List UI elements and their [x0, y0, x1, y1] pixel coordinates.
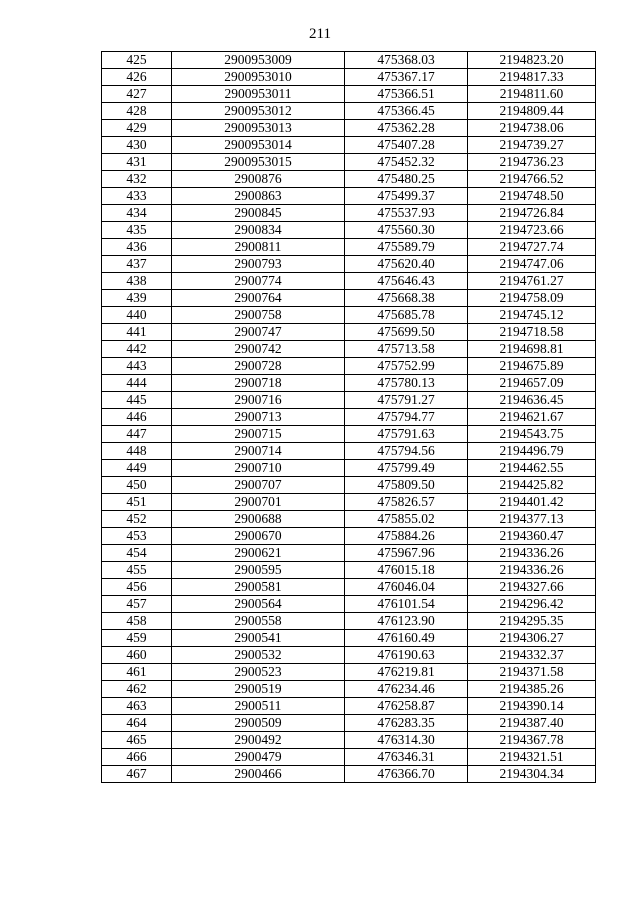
point-number-cell: 458 [102, 613, 172, 630]
y-coordinate-cell: 2194462.55 [468, 460, 596, 477]
y-coordinate-cell: 2194367.78 [468, 732, 596, 749]
x-coordinate-cell: 476219.81 [345, 664, 468, 681]
point-id-cell: 2900466 [172, 766, 345, 783]
table-row [102, 749, 596, 766]
y-coordinate-cell: 2194747.06 [468, 256, 596, 273]
point-id-cell: 2900747 [172, 324, 345, 341]
point-number-cell: 448 [102, 443, 172, 460]
point-id-cell: 2900532 [172, 647, 345, 664]
y-coordinate-cell: 2194371.58 [468, 664, 596, 681]
point-number-cell: 460 [102, 647, 172, 664]
table-row [102, 460, 596, 477]
table-row [102, 579, 596, 596]
point-id-cell: 2900953015 [172, 154, 345, 171]
point-number-cell: 439 [102, 290, 172, 307]
table-row [102, 766, 596, 783]
point-number-cell: 426 [102, 69, 172, 86]
point-id-cell: 2900834 [172, 222, 345, 239]
point-id-cell: 2900953011 [172, 86, 345, 103]
x-coordinate-cell: 475646.43 [345, 273, 468, 290]
y-coordinate-cell: 2194748.50 [468, 188, 596, 205]
point-id-cell: 2900523 [172, 664, 345, 681]
x-coordinate-cell: 476123.90 [345, 613, 468, 630]
table-row [102, 596, 596, 613]
y-coordinate-cell: 2194387.40 [468, 715, 596, 732]
point-id-cell: 2900511 [172, 698, 345, 715]
x-coordinate-cell: 475480.25 [345, 171, 468, 188]
x-coordinate-cell: 475367.17 [345, 69, 468, 86]
point-id-cell: 2900758 [172, 307, 345, 324]
y-coordinate-cell: 2194811.60 [468, 86, 596, 103]
point-id-cell: 2900713 [172, 409, 345, 426]
y-coordinate-cell: 2194675.89 [468, 358, 596, 375]
table-row [102, 120, 596, 137]
point-id-cell: 2900764 [172, 290, 345, 307]
y-coordinate-cell: 2194360.47 [468, 528, 596, 545]
point-number-cell: 459 [102, 630, 172, 647]
point-id-cell: 2900595 [172, 562, 345, 579]
point-number-cell: 452 [102, 511, 172, 528]
y-coordinate-cell: 2194390.14 [468, 698, 596, 715]
y-coordinate-cell: 2194385.26 [468, 681, 596, 698]
table-row [102, 239, 596, 256]
x-coordinate-cell: 475668.38 [345, 290, 468, 307]
point-number-cell: 464 [102, 715, 172, 732]
table-row [102, 494, 596, 511]
x-coordinate-cell: 475713.58 [345, 341, 468, 358]
point-id-cell: 2900558 [172, 613, 345, 630]
point-id-cell: 2900509 [172, 715, 345, 732]
point-number-cell: 467 [102, 766, 172, 783]
point-id-cell: 2900863 [172, 188, 345, 205]
point-number-cell: 455 [102, 562, 172, 579]
point-id-cell: 2900953009 [172, 52, 345, 69]
y-coordinate-cell: 2194726.84 [468, 205, 596, 222]
point-number-cell: 435 [102, 222, 172, 239]
point-number-cell: 429 [102, 120, 172, 137]
x-coordinate-cell: 475809.50 [345, 477, 468, 494]
x-coordinate-cell: 475368.03 [345, 52, 468, 69]
point-id-cell: 2900718 [172, 375, 345, 392]
table-row [102, 290, 596, 307]
y-coordinate-cell: 2194425.82 [468, 477, 596, 494]
table-row [102, 664, 596, 681]
x-coordinate-cell: 475884.26 [345, 528, 468, 545]
x-coordinate-cell: 476314.30 [345, 732, 468, 749]
table-row [102, 52, 596, 69]
point-id-cell: 2900953014 [172, 137, 345, 154]
y-coordinate-cell: 2194304.34 [468, 766, 596, 783]
point-id-cell: 2900811 [172, 239, 345, 256]
x-coordinate-cell: 475537.93 [345, 205, 468, 222]
x-coordinate-cell: 475452.32 [345, 154, 468, 171]
y-coordinate-cell: 2194723.66 [468, 222, 596, 239]
y-coordinate-cell: 2194766.52 [468, 171, 596, 188]
y-coordinate-cell: 2194761.27 [468, 273, 596, 290]
y-coordinate-cell: 2194543.75 [468, 426, 596, 443]
point-id-cell: 2900953010 [172, 69, 345, 86]
x-coordinate-cell: 475685.78 [345, 307, 468, 324]
point-number-cell: 440 [102, 307, 172, 324]
point-id-cell: 2900519 [172, 681, 345, 698]
table-row [102, 392, 596, 409]
table-row [102, 681, 596, 698]
y-coordinate-cell: 2194823.20 [468, 52, 596, 69]
point-number-cell: 437 [102, 256, 172, 273]
x-coordinate-cell: 475799.49 [345, 460, 468, 477]
y-coordinate-cell: 2194332.37 [468, 647, 596, 664]
y-coordinate-cell: 2194718.58 [468, 324, 596, 341]
x-coordinate-cell: 475499.37 [345, 188, 468, 205]
x-coordinate-cell: 476046.04 [345, 579, 468, 596]
point-number-cell: 442 [102, 341, 172, 358]
y-coordinate-cell: 2194809.44 [468, 103, 596, 120]
x-coordinate-cell: 476234.46 [345, 681, 468, 698]
y-coordinate-cell: 2194401.42 [468, 494, 596, 511]
table-body [102, 52, 596, 783]
table-row [102, 324, 596, 341]
x-coordinate-cell: 476258.87 [345, 698, 468, 715]
x-coordinate-cell: 475752.99 [345, 358, 468, 375]
point-number-cell: 432 [102, 171, 172, 188]
y-coordinate-cell: 2194636.45 [468, 392, 596, 409]
point-id-cell: 2900701 [172, 494, 345, 511]
point-id-cell: 2900688 [172, 511, 345, 528]
table-row [102, 647, 596, 664]
y-coordinate-cell: 2194496.79 [468, 443, 596, 460]
point-number-cell: 466 [102, 749, 172, 766]
table-row [102, 375, 596, 392]
point-number-cell: 463 [102, 698, 172, 715]
x-coordinate-cell: 475791.63 [345, 426, 468, 443]
x-coordinate-cell: 475560.30 [345, 222, 468, 239]
table-row [102, 171, 596, 188]
point-id-cell: 2900728 [172, 358, 345, 375]
point-number-cell: 456 [102, 579, 172, 596]
table-row [102, 103, 596, 120]
point-id-cell: 2900742 [172, 341, 345, 358]
point-id-cell: 2900492 [172, 732, 345, 749]
y-coordinate-cell: 2194296.42 [468, 596, 596, 613]
y-coordinate-cell: 2194657.09 [468, 375, 596, 392]
point-number-cell: 461 [102, 664, 172, 681]
point-id-cell: 2900953013 [172, 120, 345, 137]
point-id-cell: 2900564 [172, 596, 345, 613]
point-id-cell: 2900845 [172, 205, 345, 222]
page-number: 211 [309, 26, 331, 42]
x-coordinate-cell: 475366.51 [345, 86, 468, 103]
table-row [102, 358, 596, 375]
table-row [102, 426, 596, 443]
x-coordinate-cell: 476346.31 [345, 749, 468, 766]
coordinates-table [101, 51, 596, 783]
table-row [102, 188, 596, 205]
table-row [102, 256, 596, 273]
y-coordinate-cell: 2194739.27 [468, 137, 596, 154]
y-coordinate-cell: 2194758.09 [468, 290, 596, 307]
table-row [102, 511, 596, 528]
table-row [102, 630, 596, 647]
table-row [102, 69, 596, 86]
point-id-cell: 2900716 [172, 392, 345, 409]
x-coordinate-cell: 475362.28 [345, 120, 468, 137]
table-row [102, 273, 596, 290]
y-coordinate-cell: 2194377.13 [468, 511, 596, 528]
point-number-cell: 449 [102, 460, 172, 477]
table-row [102, 732, 596, 749]
y-coordinate-cell: 2194621.67 [468, 409, 596, 426]
x-coordinate-cell: 475407.28 [345, 137, 468, 154]
x-coordinate-cell: 475620.40 [345, 256, 468, 273]
table-row [102, 562, 596, 579]
table-row [102, 715, 596, 732]
point-number-cell: 433 [102, 188, 172, 205]
point-number-cell: 431 [102, 154, 172, 171]
y-coordinate-cell: 2194736.23 [468, 154, 596, 171]
point-id-cell: 2900621 [172, 545, 345, 562]
point-id-cell: 2900876 [172, 171, 345, 188]
x-coordinate-cell: 476366.70 [345, 766, 468, 783]
y-coordinate-cell: 2194336.26 [468, 545, 596, 562]
x-coordinate-cell: 475826.57 [345, 494, 468, 511]
table-row [102, 205, 596, 222]
point-id-cell: 2900710 [172, 460, 345, 477]
point-number-cell: 444 [102, 375, 172, 392]
point-id-cell: 2900707 [172, 477, 345, 494]
point-number-cell: 457 [102, 596, 172, 613]
point-id-cell: 2900581 [172, 579, 345, 596]
y-coordinate-cell: 2194327.66 [468, 579, 596, 596]
y-coordinate-cell: 2194738.06 [468, 120, 596, 137]
point-number-cell: 447 [102, 426, 172, 443]
point-id-cell: 2900479 [172, 749, 345, 766]
x-coordinate-cell: 475589.79 [345, 239, 468, 256]
table-row [102, 307, 596, 324]
x-coordinate-cell: 476283.35 [345, 715, 468, 732]
y-coordinate-cell: 2194698.81 [468, 341, 596, 358]
point-number-cell: 441 [102, 324, 172, 341]
x-coordinate-cell: 476190.63 [345, 647, 468, 664]
point-id-cell: 2900670 [172, 528, 345, 545]
x-coordinate-cell: 475791.27 [345, 392, 468, 409]
point-id-cell: 2900715 [172, 426, 345, 443]
point-number-cell: 425 [102, 52, 172, 69]
point-number-cell: 454 [102, 545, 172, 562]
point-number-cell: 428 [102, 103, 172, 120]
table-row [102, 341, 596, 358]
x-coordinate-cell: 476160.49 [345, 630, 468, 647]
point-number-cell: 453 [102, 528, 172, 545]
x-coordinate-cell: 476101.54 [345, 596, 468, 613]
table-row [102, 545, 596, 562]
x-coordinate-cell: 476015.18 [345, 562, 468, 579]
x-coordinate-cell: 475794.56 [345, 443, 468, 460]
table-row [102, 154, 596, 171]
point-number-cell: 451 [102, 494, 172, 511]
point-number-cell: 445 [102, 392, 172, 409]
table-row [102, 86, 596, 103]
table-row [102, 528, 596, 545]
y-coordinate-cell: 2194295.35 [468, 613, 596, 630]
x-coordinate-cell: 475855.02 [345, 511, 468, 528]
y-coordinate-cell: 2194817.33 [468, 69, 596, 86]
x-coordinate-cell: 475699.50 [345, 324, 468, 341]
table-row [102, 443, 596, 460]
point-id-cell: 2900793 [172, 256, 345, 273]
point-number-cell: 438 [102, 273, 172, 290]
point-id-cell: 2900953012 [172, 103, 345, 120]
point-number-cell: 462 [102, 681, 172, 698]
y-coordinate-cell: 2194727.74 [468, 239, 596, 256]
point-number-cell: 434 [102, 205, 172, 222]
point-number-cell: 443 [102, 358, 172, 375]
x-coordinate-cell: 475794.77 [345, 409, 468, 426]
table-row [102, 409, 596, 426]
x-coordinate-cell: 475366.45 [345, 103, 468, 120]
point-number-cell: 465 [102, 732, 172, 749]
table-row [102, 698, 596, 715]
point-number-cell: 427 [102, 86, 172, 103]
point-number-cell: 446 [102, 409, 172, 426]
x-coordinate-cell: 475967.96 [345, 545, 468, 562]
point-number-cell: 436 [102, 239, 172, 256]
point-id-cell: 2900714 [172, 443, 345, 460]
y-coordinate-cell: 2194745.12 [468, 307, 596, 324]
table-row [102, 222, 596, 239]
x-coordinate-cell: 475780.13 [345, 375, 468, 392]
point-id-cell: 2900774 [172, 273, 345, 290]
table-row [102, 613, 596, 630]
y-coordinate-cell: 2194336.26 [468, 562, 596, 579]
table-row [102, 477, 596, 494]
y-coordinate-cell: 2194321.51 [468, 749, 596, 766]
table-row [102, 137, 596, 154]
point-number-cell: 450 [102, 477, 172, 494]
point-id-cell: 2900541 [172, 630, 345, 647]
y-coordinate-cell: 2194306.27 [468, 630, 596, 647]
point-number-cell: 430 [102, 137, 172, 154]
